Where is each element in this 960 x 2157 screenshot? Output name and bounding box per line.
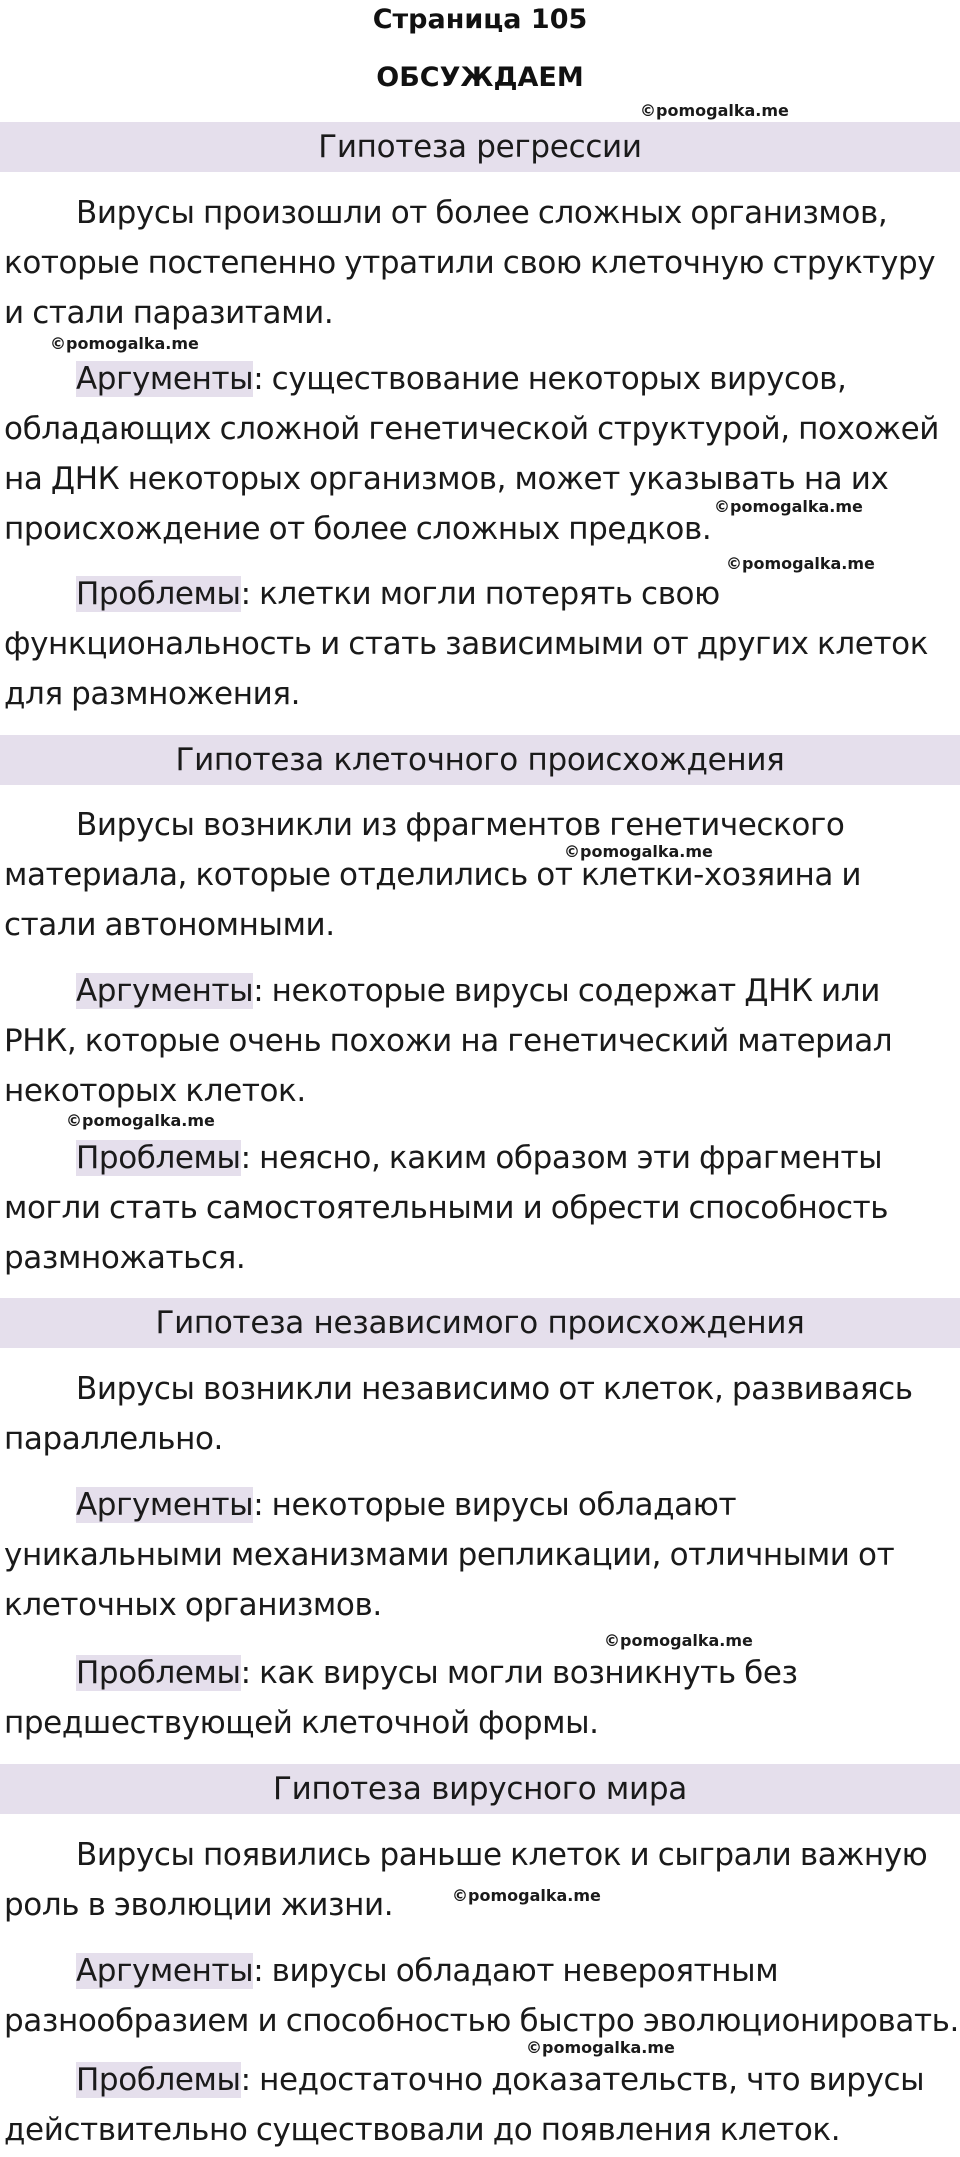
problems-label: Проблемы <box>76 1140 241 1176</box>
arguments-text: : некоторые вирусы содержат ДНК или РНК, которые очень похожи на генетический материал некоторых клеток. <box>4 973 893 1109</box>
watermark: ©pomogalka.me <box>50 334 199 353</box>
hypothesis-description <box>4 1830 959 1930</box>
hypothesis-description <box>4 188 959 338</box>
section-label: ОБСУЖДАЕМ <box>376 62 584 93</box>
hypothesis-title: Гипотеза клеточного происхождения <box>0 735 960 785</box>
problems-text: : клетки могли потерять свою функциональность и стать зависимыми от других клеток для размножения. <box>4 576 929 712</box>
arguments-label: Аргументы <box>76 973 254 1009</box>
description-text: Вирусы возникли из фрагментов генетического материала, которые отделились от клетки-хозяина и стали автономными. <box>4 807 862 943</box>
problems-paragraph <box>4 569 959 719</box>
watermark: ©pomogalka.me <box>564 842 713 861</box>
watermark: ©pomogalka.me <box>640 101 789 120</box>
arguments-text: : некоторые вирусы обладают уникальными механизмами репликации, отличными от клеточных организмов. <box>4 1487 895 1623</box>
watermark: ©pomogalka.me <box>714 497 863 516</box>
arguments-label: Аргументы <box>76 1487 254 1523</box>
arguments-paragraph <box>4 1480 959 1630</box>
hypothesis-title: Гипотеза вирусного мира <box>0 1764 960 1814</box>
hypothesis-title: Гипотеза регрессии <box>0 122 960 172</box>
watermark: ©pomogalka.me <box>604 1631 753 1650</box>
hypothesis-description <box>4 800 959 950</box>
arguments-text: : существование некоторых вирусов, обладающих сложной генетической структурой, похожей на ДНК некоторых организмов, может указывать на их происхождение от более сложных предков. <box>4 361 940 547</box>
problems-text: : как вирусы могли возникнуть без предшествующей клеточной формы. <box>4 1655 798 1741</box>
arguments-paragraph <box>4 1946 959 2046</box>
description-text: Вирусы произошли от более сложных организмов, которые постепенно утратили свою клеточную структуру и стали паразитами. <box>4 195 936 331</box>
problems-label: Проблемы <box>76 1655 241 1691</box>
watermark: ©pomogalka.me <box>526 2038 675 2057</box>
hypothesis-title: Гипотеза независимого происхождения <box>0 1298 960 1348</box>
watermark: ©pomogalka.me <box>726 554 875 573</box>
watermark: ©pomogalka.me <box>66 1111 215 1130</box>
watermark: ©pomogalka.me <box>452 1886 601 1905</box>
problems-label: Проблемы <box>76 2062 241 2098</box>
problems-text: : недостаточно доказательств, что вирусы действительно существовали до появления клеток. <box>4 2062 925 2148</box>
problems-text: : неясно, каким образом эти фрагменты могли стать самостоятельными и обрести способность размножаться. <box>4 1140 889 1276</box>
arguments-paragraph <box>4 966 959 1116</box>
arguments-label: Аргументы <box>76 1953 254 1989</box>
arguments-text: : вирусы обладают невероятным разнообразием и способностью быстро эволюционировать. <box>4 1953 959 2039</box>
description-text: Вирусы возникли независимо от клеток, развиваясь параллельно. <box>4 1371 913 1457</box>
problems-paragraph <box>4 2055 959 2155</box>
problems-paragraph <box>4 1133 959 1283</box>
arguments-label: Аргументы <box>76 361 254 397</box>
problems-label: Проблемы <box>76 576 241 612</box>
problems-paragraph <box>4 1648 959 1748</box>
arguments-paragraph <box>4 354 959 554</box>
description-text: Вирусы появились раньше клеток и сыграли важную роль в эволюции жизни. <box>4 1837 928 1923</box>
hypothesis-description <box>4 1364 959 1464</box>
page-title: Страница 105 <box>372 4 588 35</box>
